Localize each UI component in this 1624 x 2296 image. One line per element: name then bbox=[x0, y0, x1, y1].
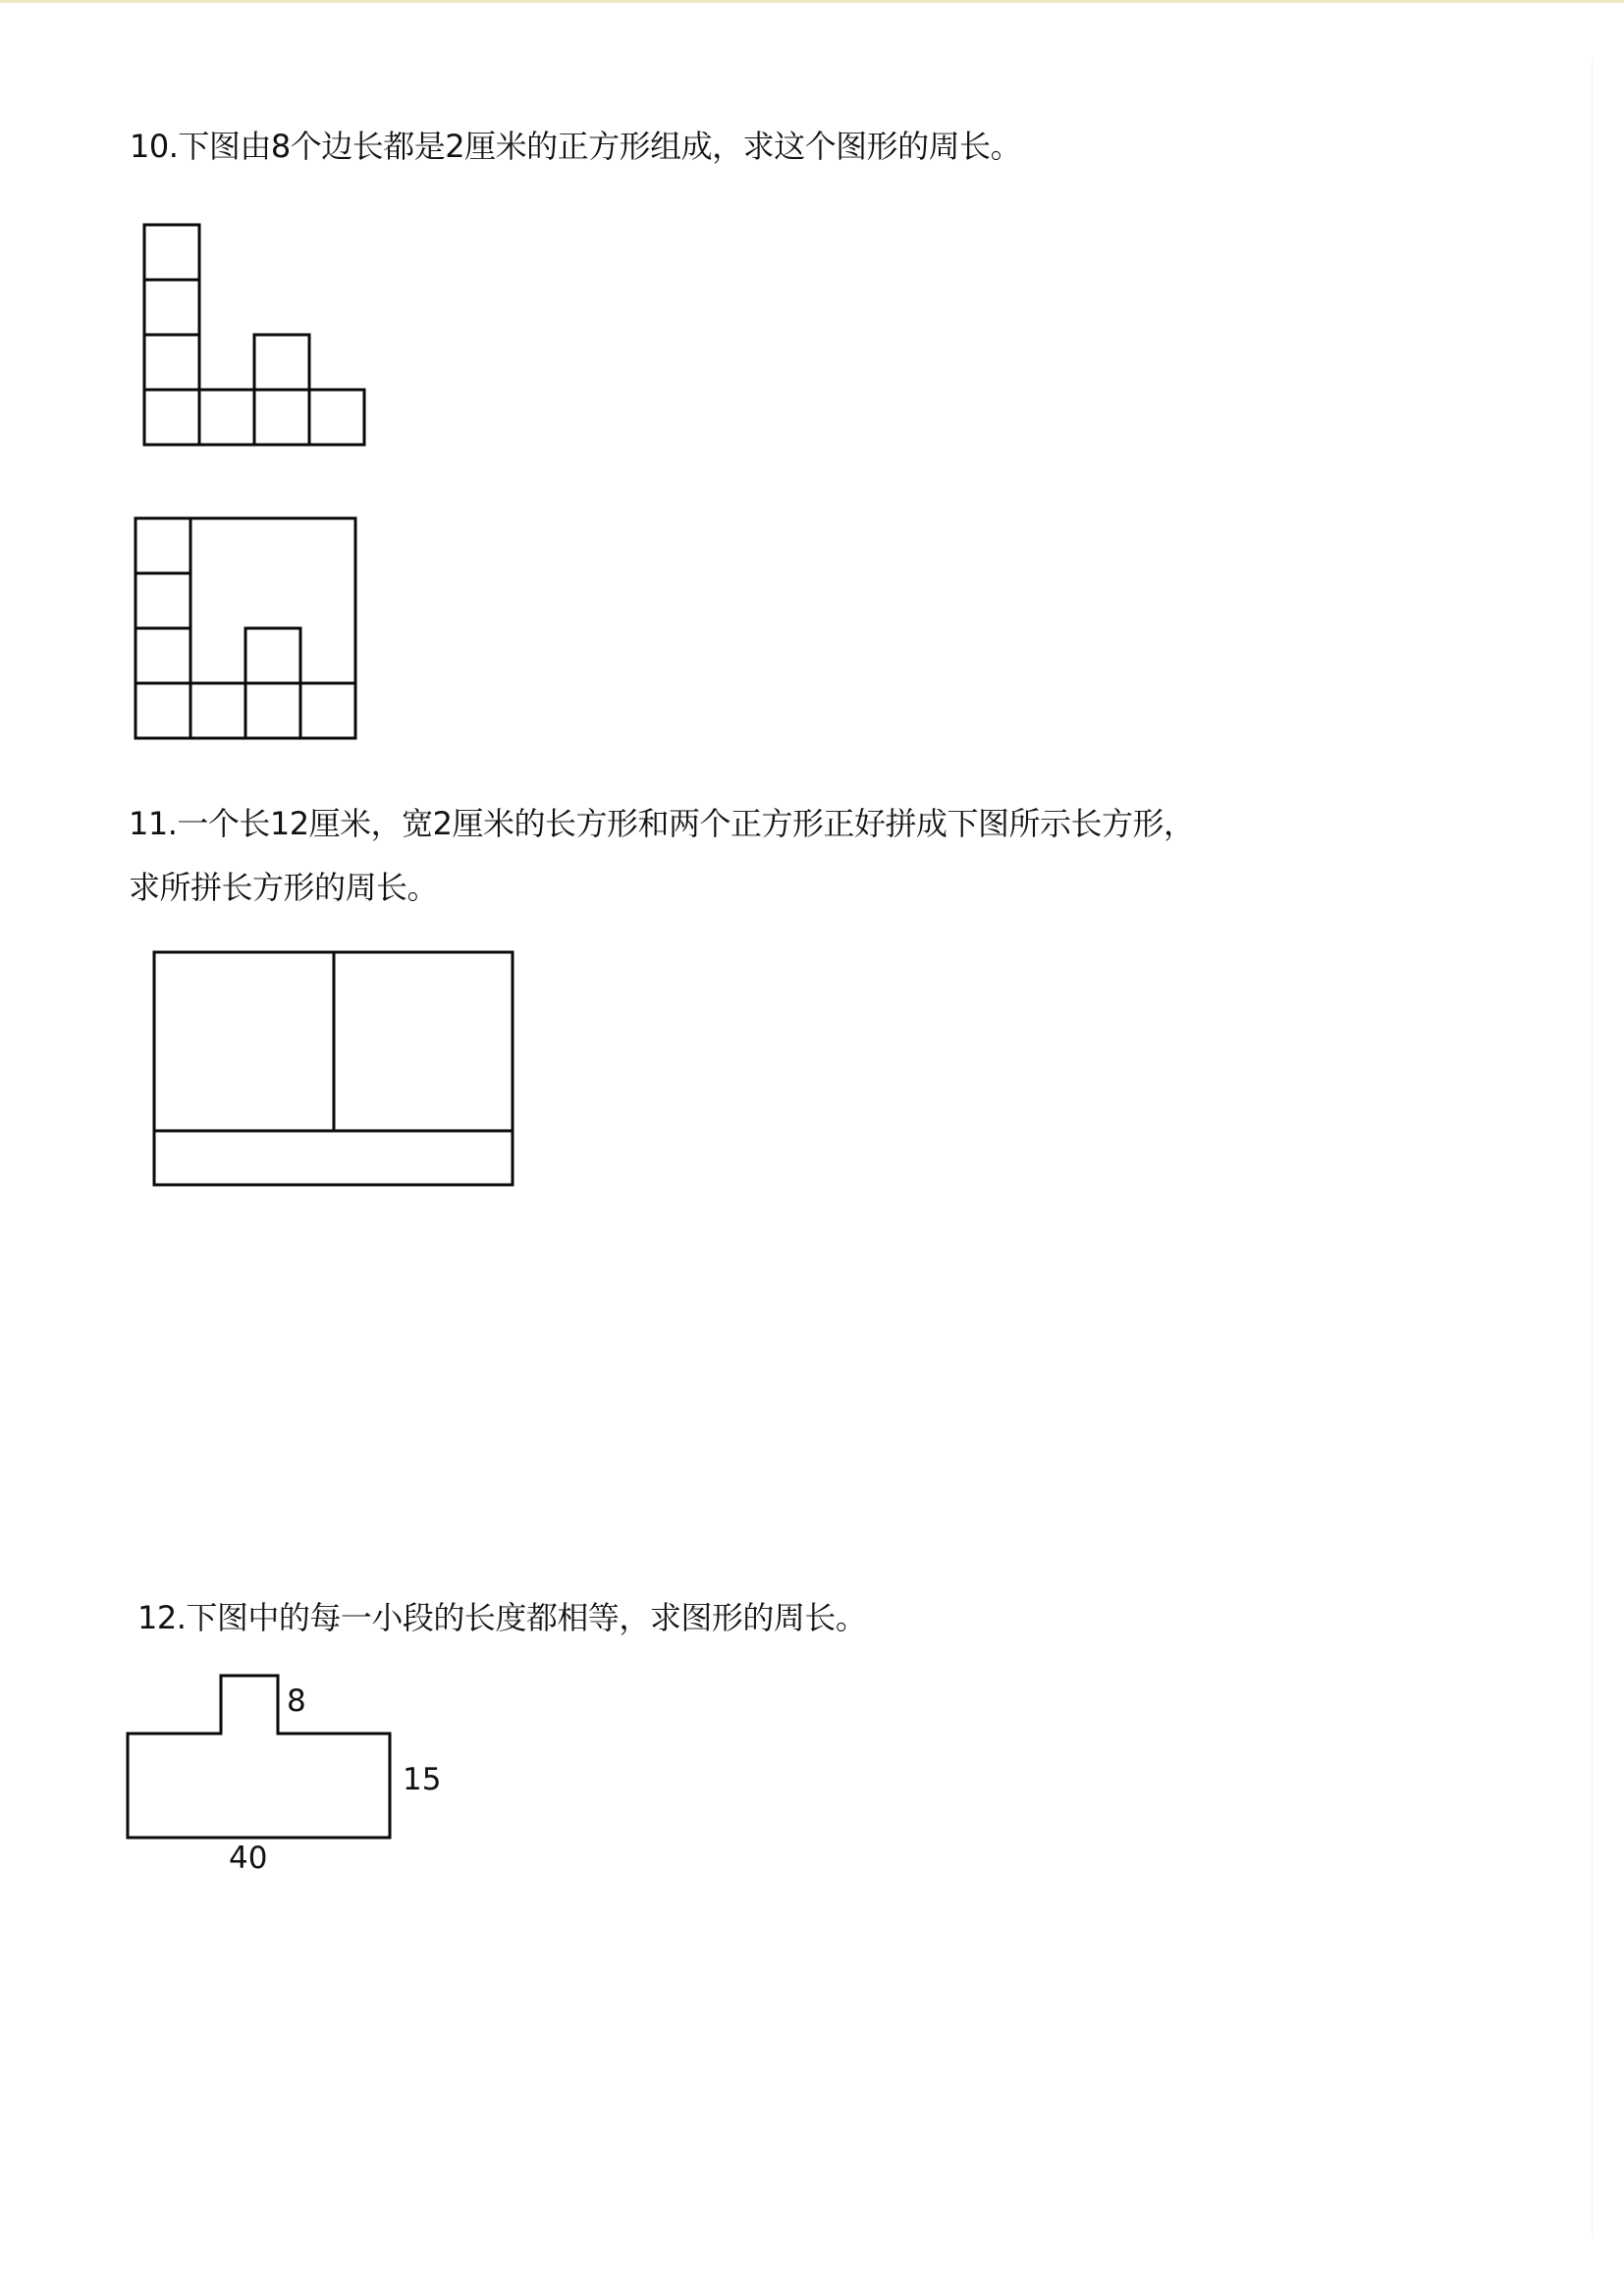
question-12-text: 12.下图中的每一小段的长度都相等，求图形的周长。 bbox=[137, 1599, 867, 1636]
label-body-width: 40 bbox=[229, 1841, 268, 1876]
question-10-text: 10.下图由8个边长都是2厘米的正方形组成，求这个图形的周长。 bbox=[130, 128, 1022, 165]
label-body-height: 15 bbox=[403, 1762, 442, 1797]
question-11-text-line1: 11.一个长12厘米，宽2厘米的长方形和两个正方形正好拼成下图所示长方形， bbox=[129, 805, 1195, 842]
label-tab-height: 8 bbox=[287, 1683, 306, 1719]
question-11-text-line2: 求所拼长方形的周长。 bbox=[129, 869, 439, 906]
